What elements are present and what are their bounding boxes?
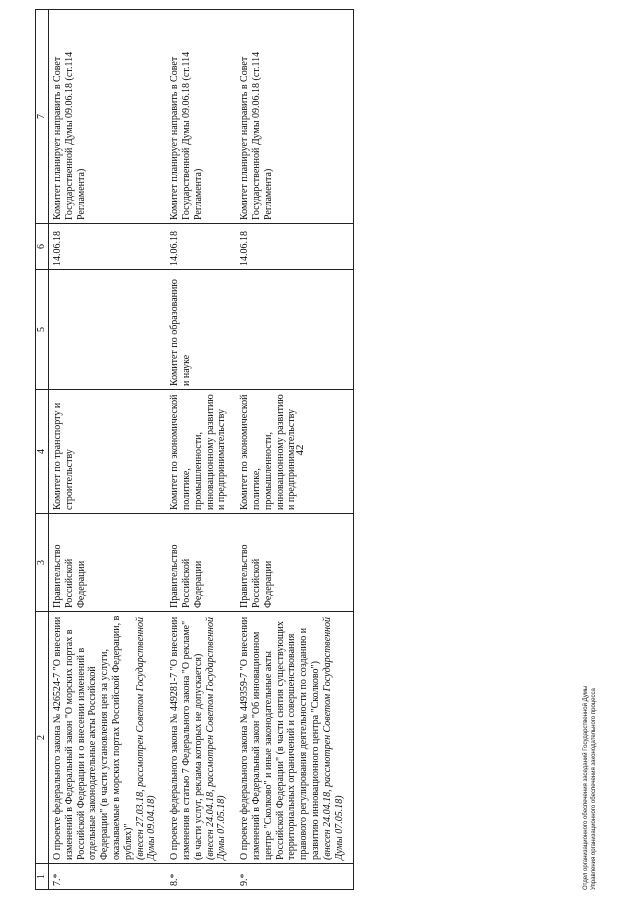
col-header-4: 4 bbox=[36, 390, 49, 514]
header-row bbox=[36, 10, 49, 890]
responsible-committee: Комитет по экономической политике, промышленности, инновационному развитию и предпринимательству bbox=[236, 390, 354, 514]
bill-title: О проекте федерального закона № 449359-7 "О внесении изменений в Федеральный закон "Об инновационном центре "Сколково" и иные законодательные акты Российской Федерации" (в части снятия существующих территориальных ограничений и совершенствования правового регулирования деятельности по созданию и развитию инновационного центра "Сколково") bbox=[239, 616, 321, 860]
plan-note: Комитет планирует направить в Совет Государственной Думы 09.06.18 (ст.114 Регламента) bbox=[166, 10, 236, 224]
bill-description bbox=[236, 612, 354, 864]
col-header-3: 3 bbox=[36, 514, 49, 612]
footer-line-2: Управления организационного обеспечения законодательного процесса bbox=[590, 688, 597, 890]
page-footer bbox=[583, 290, 599, 890]
bill-note: (внесен 27.03.18, рассмотрен Советом Государственной Думы 09.04.18) bbox=[134, 616, 158, 860]
co-committee: Комитет по образованию и науке bbox=[166, 270, 236, 390]
bill-title: О проекте федерального закона № 449281-7 "О внесении изменения в статью 7 Федерального закона "О рекламе" (в части услуг, реклама которых не допускается) bbox=[169, 616, 204, 860]
bill-description bbox=[49, 612, 167, 864]
page-number: 42 bbox=[294, 444, 306, 456]
date: 14.06.18 bbox=[49, 224, 167, 270]
bill-note: (внесен 24.04.18, рассмотрен Советом Государственной Думы 07.05.18) bbox=[204, 616, 228, 860]
date: 14.06.18 bbox=[166, 224, 236, 270]
plan-note: Комитет планирует направить в Совет Государственной Думы 09.06.18 (ст.114 Регламента) bbox=[236, 10, 354, 224]
table-row bbox=[49, 10, 167, 890]
responsible-committee: Комитет по экономической политике, промышленности, инновационному развитию и предпринимательству bbox=[166, 390, 236, 514]
col-header-5: 5 bbox=[36, 270, 49, 390]
col-header-7: 7 bbox=[36, 10, 49, 224]
bill-title: О проекте федерального закона № 426524-7 "О внесении изменений в Федеральный закон "О морских портах в Российской Федерации и о внесении изменений в отдельные законодательные акты Российской Федерации" (в части установления цен за услуги, оказываемые в морских портах Российской Федерации, в рублях)" bbox=[52, 615, 134, 860]
col-header-2: 2 bbox=[36, 612, 49, 864]
bill-note: (внесен 24.04.18, рассмотрен Советом Государственной Думы 07.05.18) bbox=[321, 616, 345, 860]
row-number: 8.* bbox=[166, 864, 236, 890]
plan-note: Комитет планирует направить в Совет Государственной Думы 09.06.18 (ст.114 Регламента) bbox=[49, 10, 167, 224]
bill-author: Правительство Российской Федерации bbox=[166, 514, 236, 612]
table-row bbox=[236, 10, 354, 890]
responsible-committee: Комитет по транспорту и строительству bbox=[49, 390, 167, 514]
table-row bbox=[166, 10, 236, 890]
bill-author: Правительство Российской Федерации bbox=[49, 514, 167, 612]
row-number: 9.* bbox=[236, 864, 354, 890]
col-header-6: 6 bbox=[36, 224, 49, 270]
agenda-table bbox=[35, 9, 354, 890]
row-number: 7.* bbox=[49, 864, 167, 890]
bill-author: Правительство Российской Федерации bbox=[236, 514, 354, 612]
bill-description bbox=[166, 612, 236, 864]
footer-line-1: Отдел организационного обеспечения заседаний Государственной Думы bbox=[583, 685, 589, 890]
rotated-document bbox=[35, 10, 605, 890]
co-committee bbox=[236, 270, 354, 390]
date: 14.06.18 bbox=[236, 224, 354, 270]
co-committee bbox=[49, 270, 167, 390]
col-header-1: 1 bbox=[36, 864, 49, 890]
